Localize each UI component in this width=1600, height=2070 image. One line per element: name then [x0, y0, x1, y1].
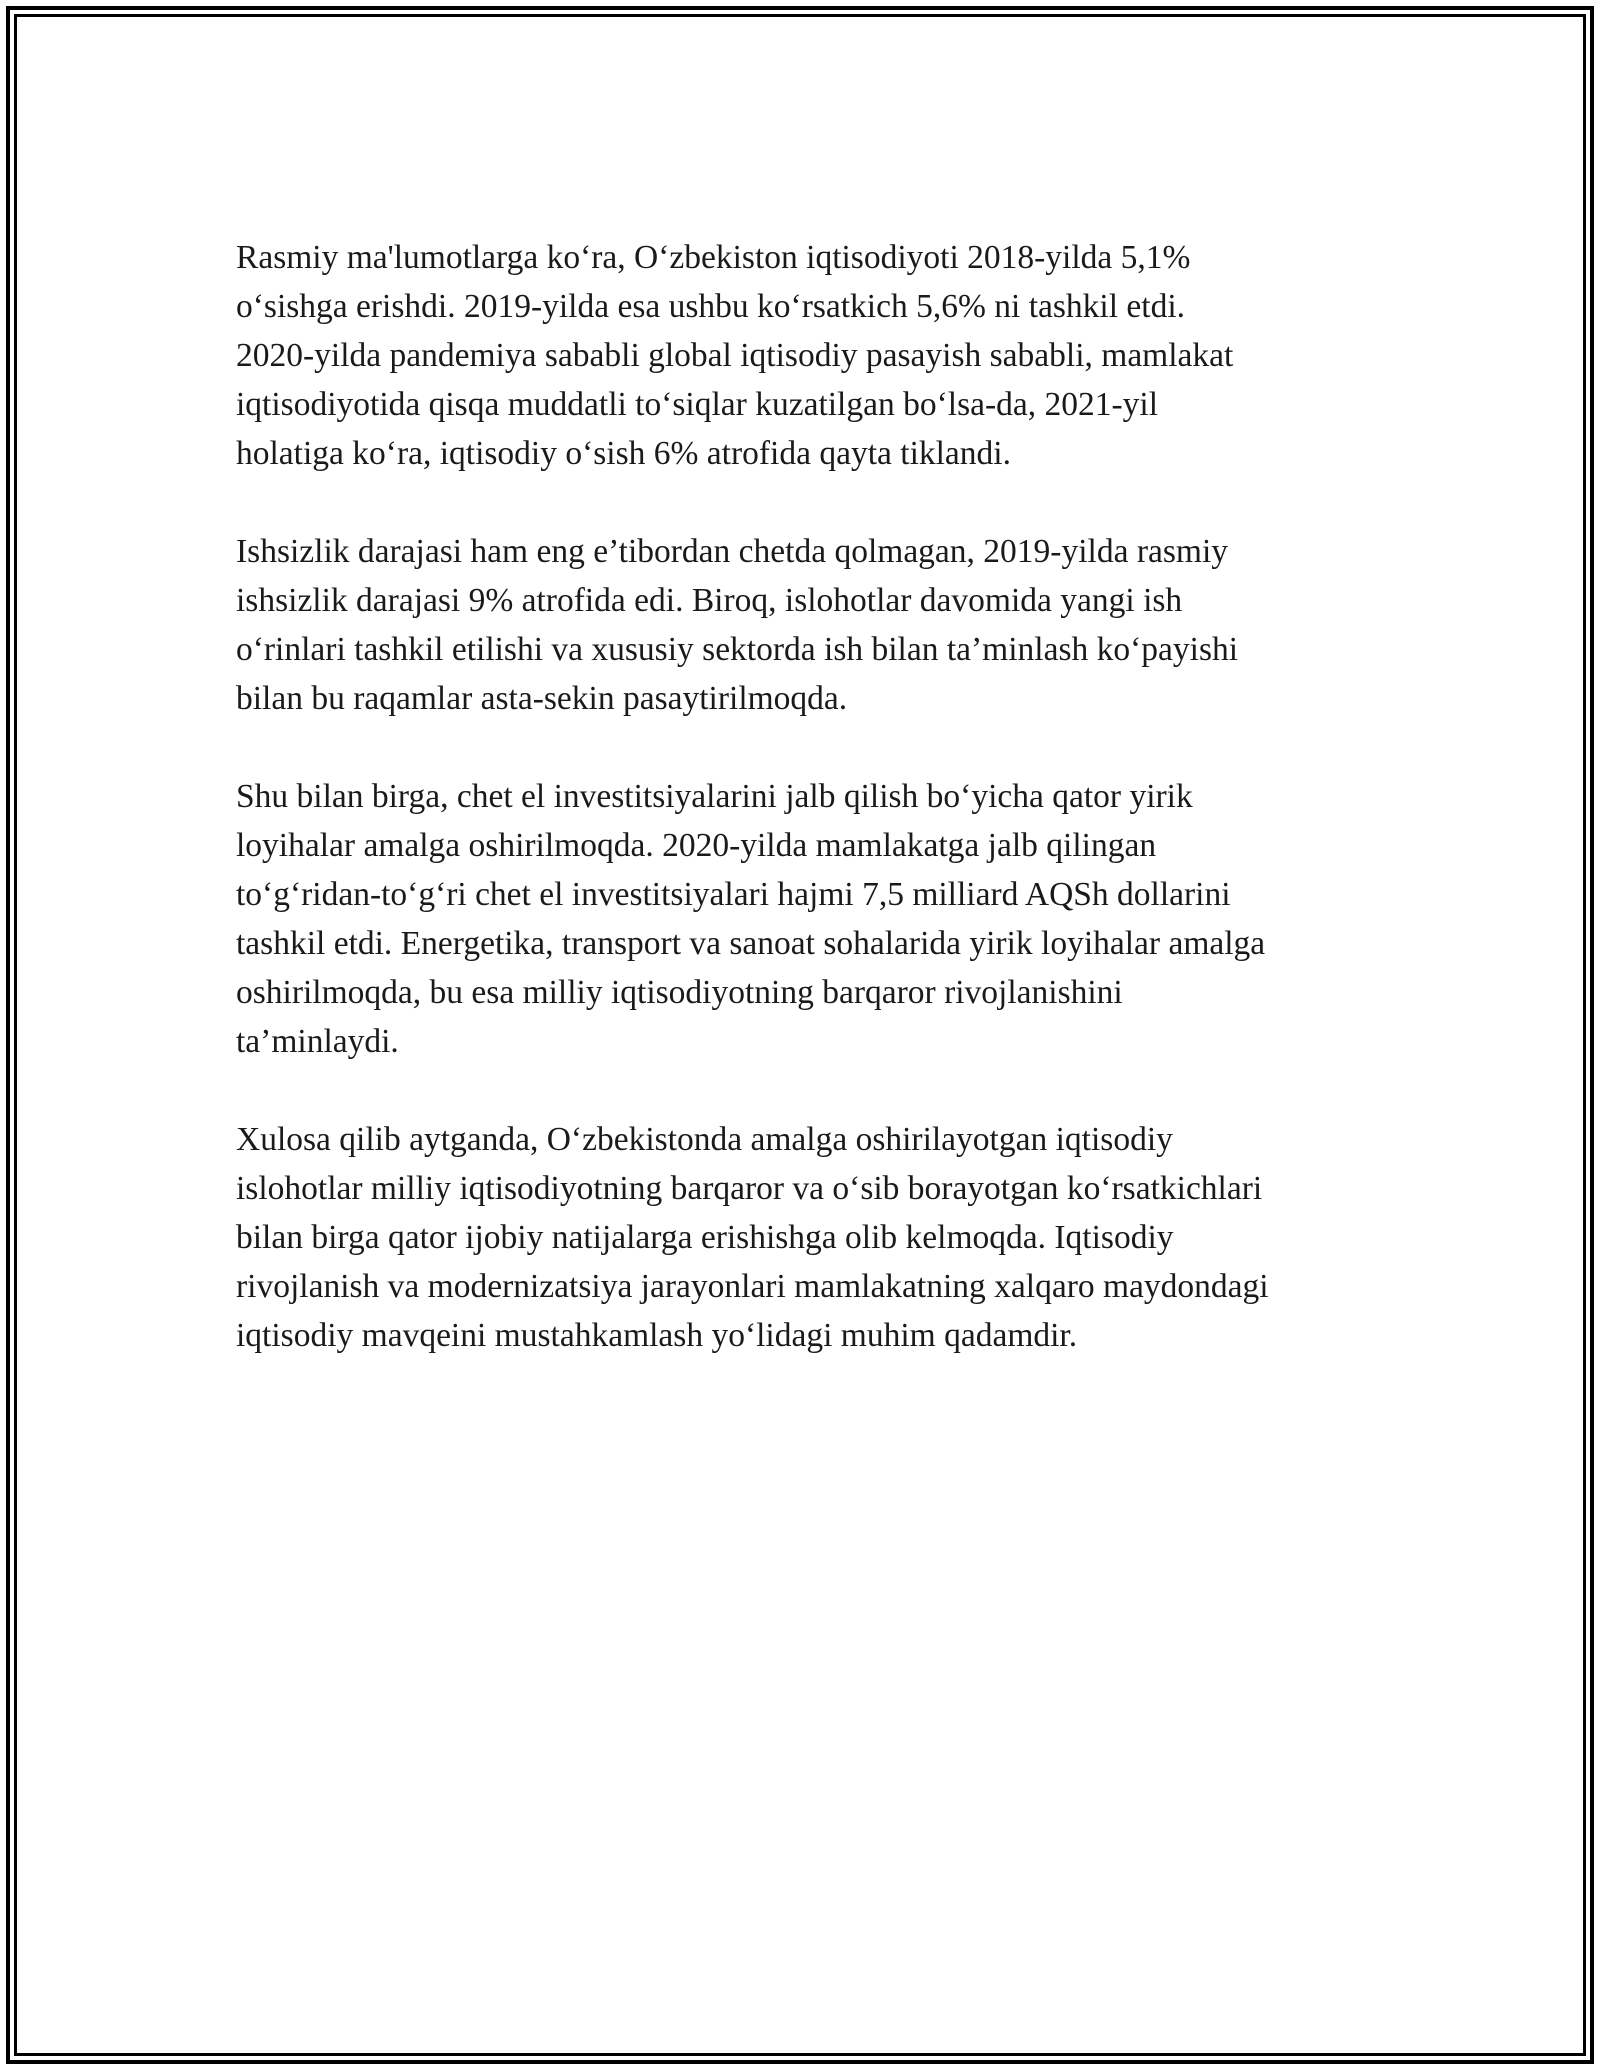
- text-line: bilan birga qator ijobiy natijalarga erishishga olib kelmoqda. Iqtisodiy: [236, 1219, 1174, 1256]
- paragraph-unemployment: [236, 527, 1366, 723]
- text-line: ta’minlaydi.: [236, 1023, 399, 1060]
- text-line: 2020-yilda pandemiya sababli global iqtisodiy pasayish sababli, mamlakat: [236, 337, 1234, 374]
- text-line: loyihalar amalga oshirilmoqda. 2020-yilda mamlakatga jalb qilingan: [236, 827, 1157, 864]
- text-line: rivojlanish va modernizatsiya jarayonlari mamlakatning xalqaro maydondagi: [236, 1268, 1269, 1305]
- text-line: bilan bu raqamlar asta-sekin pasaytirilmoqda.: [236, 680, 848, 717]
- paragraph-economic-growth: [236, 233, 1366, 478]
- paragraph-foreign-investment: [236, 772, 1366, 1066]
- text-line: tashkil etdi. Energetika, transport va sanoat sohalarida yirik loyihalar amalga: [236, 925, 1266, 962]
- text-line: holatiga ko‘ra, iqtisodiy o‘sish 6% atrofida qayta tiklandi.: [236, 435, 1011, 472]
- text-line: islohotlar milliy iqtisodiyotning barqaror va o‘sib borayotgan ko‘rsatkichlari: [236, 1170, 1263, 1207]
- paragraph-conclusion: [236, 1115, 1366, 1360]
- text-line: Rasmiy ma'lumotlarga ko‘ra, O‘zbekiston iqtisodiyoti 2018-yilda 5,1%: [236, 239, 1191, 276]
- text-line: to‘g‘ridan-to‘g‘ri chet el investitsiyalari hajmi 7,5 milliard AQSh dollarini: [236, 876, 1231, 913]
- text-line: Ishsizlik darajasi ham eng e’tibordan chetda qolmagan, 2019-yilda rasmiy: [236, 533, 1228, 570]
- text-line: o‘sishga erishdi. 2019-yilda esa ushbu ko‘rsatkich 5,6% ni tashkil etdi.: [236, 288, 1186, 325]
- text-line: oshirilmoqda, bu esa milliy iqtisodiyotning barqaror rivojlanishini: [236, 974, 1123, 1011]
- text-line: o‘rinlari tashkil etilishi va xususiy sektorda ish bilan ta’minlash ko‘payishi: [236, 631, 1239, 668]
- text-line: Xulosa qilib aytganda, O‘zbekistonda amalga oshirilayotgan iqtisodiy: [236, 1121, 1173, 1158]
- document-body: [236, 233, 1366, 1409]
- text-line: ishsizlik darajasi 9% atrofida edi. Biroq, islohotlar davomida yangi ish: [236, 582, 1183, 619]
- text-line: iqtisodiy mavqeini mustahkamlash yo‘lidagi muhim qadamdir.: [236, 1317, 1078, 1354]
- text-line: Shu bilan birga, chet el investitsiyalarini jalb qilish bo‘yicha qator yirik: [236, 778, 1193, 815]
- text-line: iqtisodiyotida qisqa muddatli to‘siqlar kuzatilgan bo‘lsa-da, 2021-yil: [236, 386, 1159, 423]
